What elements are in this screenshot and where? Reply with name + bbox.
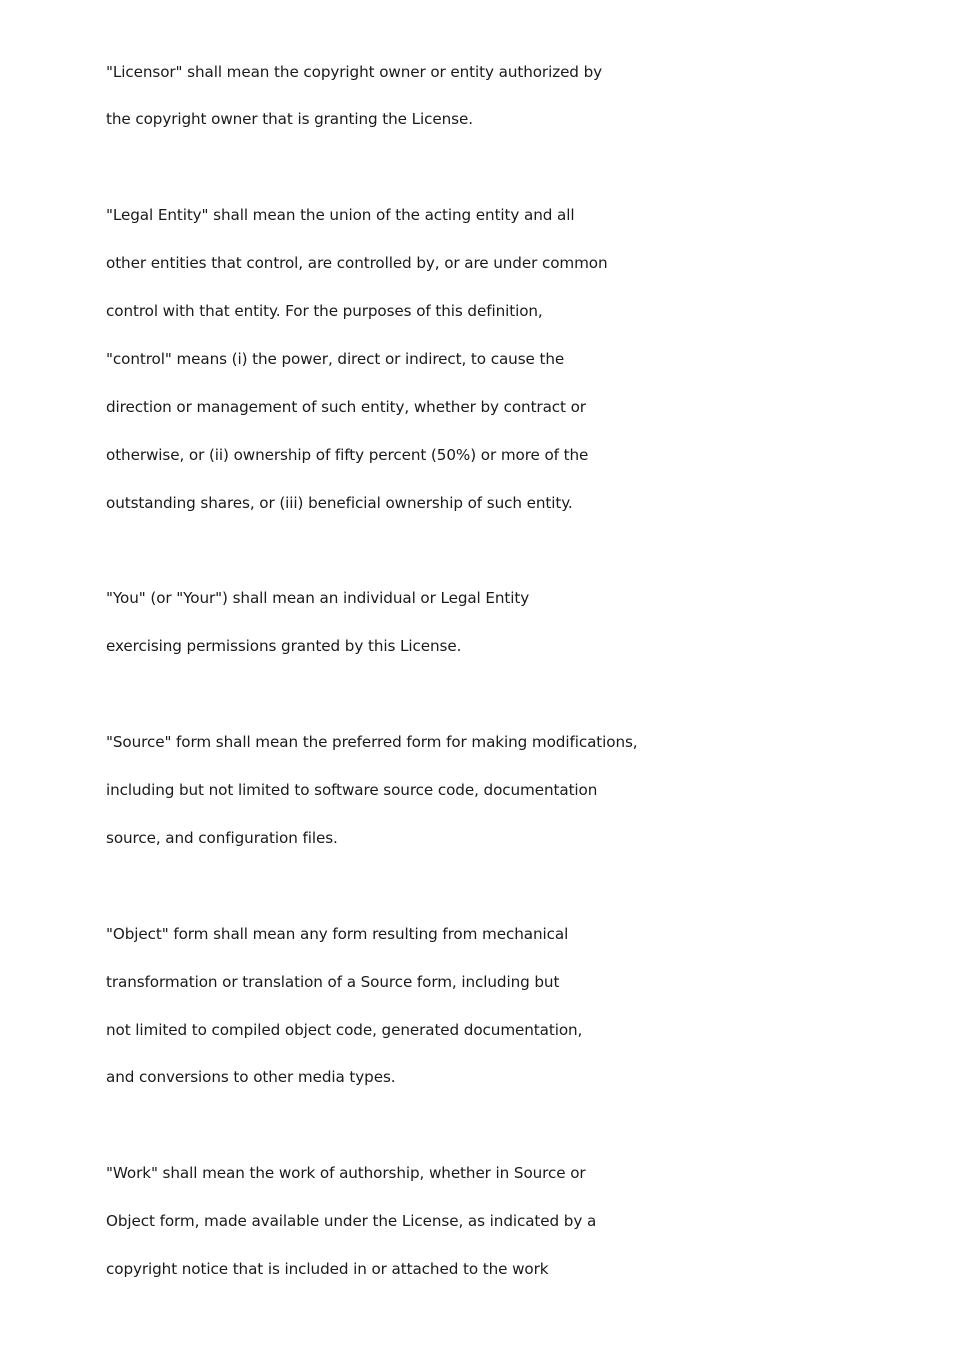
text-line: copyright notice that is included in or attached to the work [106,1260,549,1278]
text-line: "Work" shall mean the work of authorship, whether in Source or [106,1164,586,1182]
text-line: including but not limited to software source code, documentation [106,781,598,799]
text-line: the copyright owner that is granting the License. [106,110,473,128]
text-line: direction or management of such entity, whether by contract or [106,398,586,416]
text-line: "control" means (i) the power, direct or indirect, to cause the [106,350,565,368]
text-line: "You" (or "Your") shall mean an individual or Legal Entity [106,589,530,607]
text-line: other entities that control, are controlled by, or are under common [106,254,608,272]
text-line: otherwise, or (ii) ownership of fifty percent (50%) or more of the [106,446,589,464]
text-line: "Object" form shall mean any form resulting from mechanical [106,925,569,943]
document-page [106,0,906,1350]
text-line: Object form, made available under the License, as indicated by a [106,1212,597,1230]
text-line: transformation or translation of a Source form, including but [106,973,560,991]
text-line: not limited to compiled object code, generated documentation, [106,1021,583,1039]
text-line: outstanding shares, or (iii) beneficial ownership of such entity. [106,494,573,512]
text-line: "Legal Entity" shall mean the union of the acting entity and all [106,206,575,224]
text-line: source, and configuration files. [106,829,338,847]
text-line: and conversions to other media types. [106,1068,396,1086]
text-line: "Source" form shall mean the preferred form for making modifications, [106,733,638,751]
text-line: "Licensor" shall mean the copyright owner or entity authorized by [106,63,603,81]
text-line: control with that entity. For the purposes of this definition, [106,302,543,320]
text-line: exercising permissions granted by this License. [106,637,462,655]
